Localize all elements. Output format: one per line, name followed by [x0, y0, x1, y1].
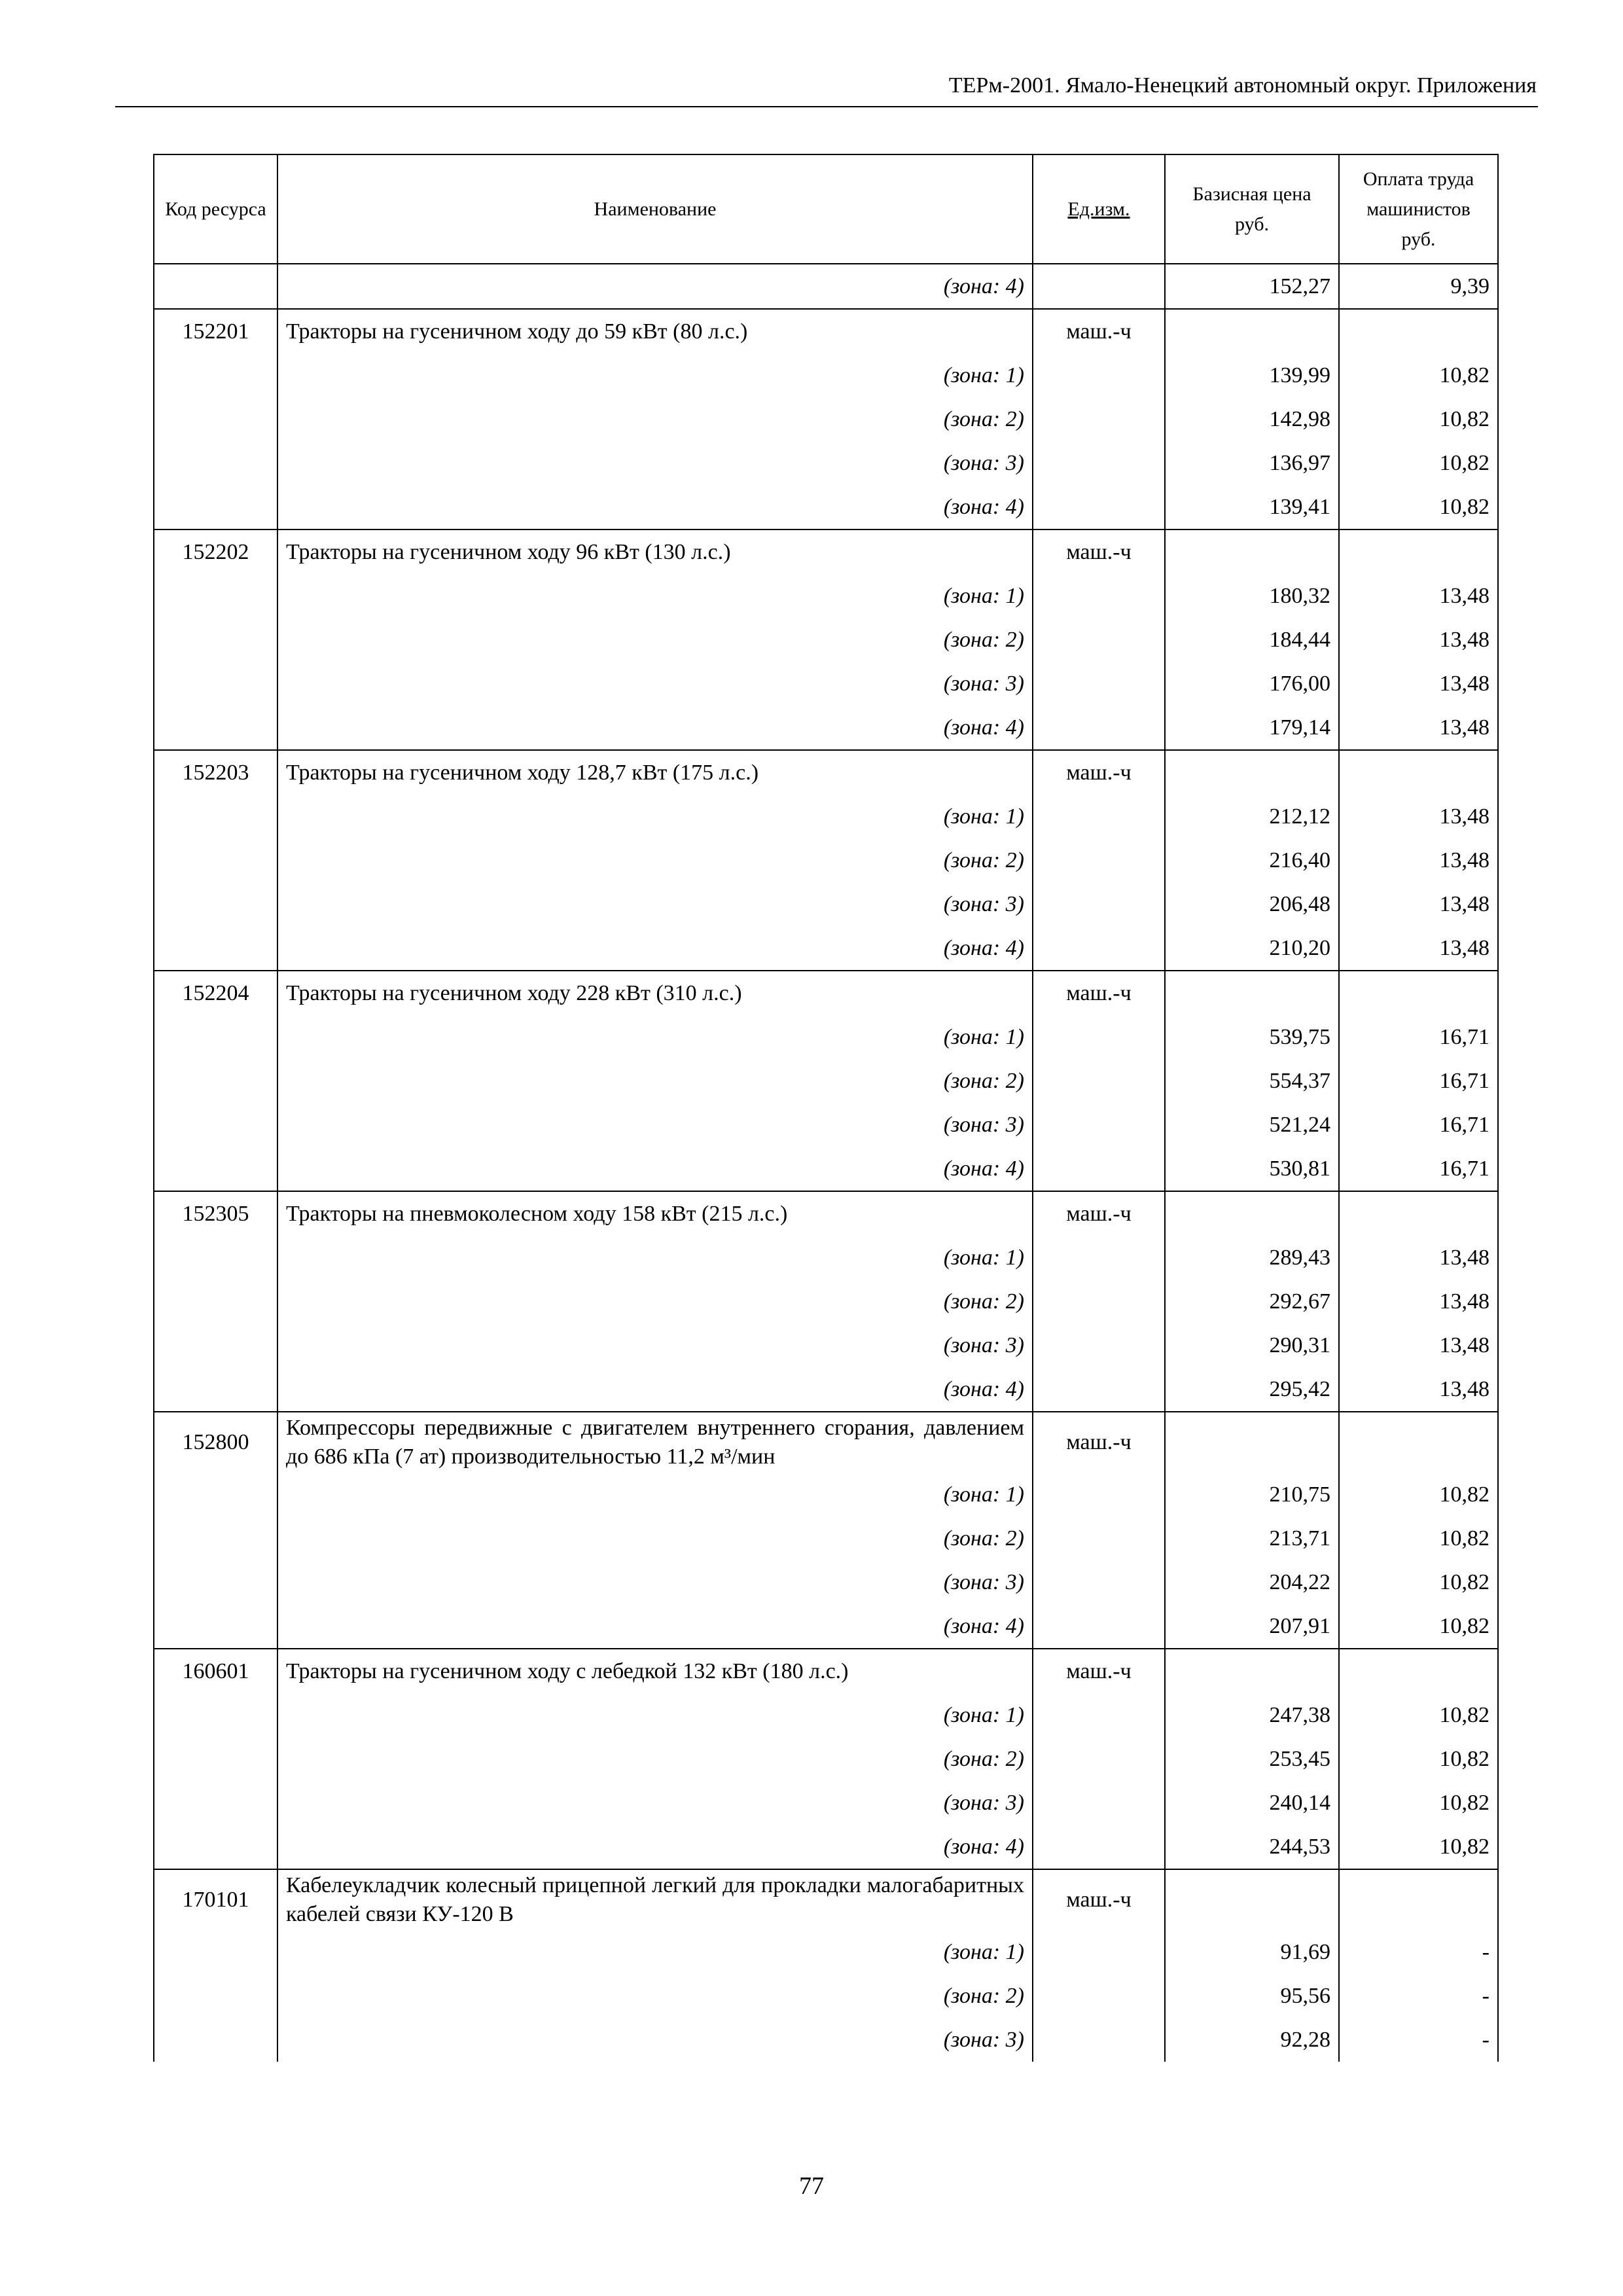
- zone-price: 247,38: [1165, 1693, 1339, 1737]
- resource-name: Тракторы на гусеничном ходу 96 кВт (130 л.с.): [277, 529, 1033, 574]
- zone-label: (зона: 1): [277, 795, 1033, 838]
- running-head-text: ТЕРм-2001. Ямало-Ненецкий автономный округ. Приложения: [948, 73, 1537, 98]
- resource-pay-empty: [1339, 1191, 1498, 1236]
- zone-pay: 9,39: [1339, 264, 1498, 309]
- zone-label: (зона: 3): [277, 882, 1033, 926]
- zone-price: 142,98: [1165, 397, 1339, 441]
- zone-row: [154, 1604, 1498, 1649]
- zone-row: [154, 1974, 1498, 2018]
- resource-row: [154, 309, 1498, 353]
- zone-label: (зона: 2): [277, 1737, 1033, 1781]
- zone-label: (зона: 4): [277, 926, 1033, 971]
- resource-price-empty: [1165, 1191, 1339, 1236]
- resource-unit: маш.-ч: [1033, 529, 1165, 574]
- zone-row: [154, 1015, 1498, 1059]
- zone-label: (зона: 1): [277, 1236, 1033, 1280]
- zone-pay: 16,71: [1339, 1059, 1498, 1103]
- zone-price: 539,75: [1165, 1015, 1339, 1059]
- zone-pay: 13,48: [1339, 1367, 1498, 1412]
- resource-name: Компрессоры передвижные с двигателем внутреннего сгорания, давлением до 686 кПа (7 ат) производительностью 11,2 м³/мин: [277, 1412, 1033, 1473]
- zone-price: 554,37: [1165, 1059, 1339, 1103]
- zone-pay: 13,48: [1339, 574, 1498, 618]
- resource-name: Тракторы на пневмоколесном ходу 158 кВт (215 л.с.): [277, 1191, 1033, 1236]
- zone-price: 295,42: [1165, 1367, 1339, 1412]
- resource-price-empty: [1165, 971, 1339, 1015]
- resource-price-empty: [1165, 529, 1339, 574]
- zone-label: (зона: 4): [277, 706, 1033, 750]
- resource-unit: маш.-ч: [1033, 750, 1165, 795]
- zone-price: 212,12: [1165, 795, 1339, 838]
- zone-price: 152,27: [1165, 264, 1339, 309]
- resource-name: Кабелеукладчик колесный прицепной легкий для прокладки малогабаритных кабелей связи КУ-120 В: [277, 1869, 1033, 1930]
- zone-label: (зона: 1): [277, 574, 1033, 618]
- zone-pay: 13,48: [1339, 1236, 1498, 1280]
- zone-price: 95,56: [1165, 1974, 1339, 2018]
- zone-row: [154, 1103, 1498, 1147]
- continuation-row: [154, 264, 1498, 309]
- zone-pay: 10,82: [1339, 441, 1498, 485]
- zone-price: 216,40: [1165, 838, 1339, 882]
- table-header: [154, 154, 1498, 264]
- zone-price: 521,24: [1165, 1103, 1339, 1147]
- resource-unit: маш.-ч: [1033, 971, 1165, 1015]
- zone-row: [154, 1473, 1498, 1516]
- zone-price: 210,75: [1165, 1473, 1339, 1516]
- zone-label: (зона: 2): [277, 1059, 1033, 1103]
- zone-price: 139,41: [1165, 485, 1339, 529]
- resource-unit: маш.-ч: [1033, 1412, 1165, 1473]
- zone-price: 91,69: [1165, 1930, 1339, 1974]
- zone-label: (зона: 1): [277, 1693, 1033, 1737]
- zone-price: 180,32: [1165, 574, 1339, 618]
- resource-price-table: [153, 154, 1499, 2062]
- zone-label: (зона: 3): [277, 1560, 1033, 1604]
- resource-unit: маш.-ч: [1033, 309, 1165, 353]
- zone-pay: 10,82: [1339, 1516, 1498, 1560]
- zone-pay: -: [1339, 1930, 1498, 1974]
- zone-row: [154, 1367, 1498, 1412]
- zone-row: [154, 1693, 1498, 1737]
- zone-price: 240,14: [1165, 1781, 1339, 1825]
- zone-price: 289,43: [1165, 1236, 1339, 1280]
- zone-label: (зона: 3): [277, 1103, 1033, 1147]
- zone-row: [154, 1930, 1498, 1974]
- zone-pay: 16,71: [1339, 1103, 1498, 1147]
- resource-row: [154, 1412, 1498, 1473]
- resource-row: [154, 750, 1498, 795]
- running-head: [115, 73, 1538, 107]
- zone-pay: 16,71: [1339, 1015, 1498, 1059]
- table-body: [154, 264, 1498, 2062]
- resource-code: 152305: [154, 1191, 277, 1236]
- zone-label: (зона: 1): [277, 1015, 1033, 1059]
- zone-row: [154, 618, 1498, 662]
- zone-row: [154, 1059, 1498, 1103]
- zone-pay: 13,48: [1339, 618, 1498, 662]
- zone-pay: 10,82: [1339, 1604, 1498, 1649]
- zone-label: (зона: 4): [277, 1604, 1033, 1649]
- zone-row: [154, 574, 1498, 618]
- zone-pay: 13,48: [1339, 795, 1498, 838]
- resource-price-empty: [1165, 750, 1339, 795]
- resource-row: [154, 529, 1498, 574]
- zone-label: (зона: 1): [277, 353, 1033, 397]
- resource-code: 152800: [154, 1412, 277, 1473]
- zone-label: (зона: 4): [277, 1825, 1033, 1869]
- resource-name: Тракторы на гусеничном ходу с лебедкой 132 кВт (180 л.с.): [277, 1649, 1033, 1693]
- zone-price: 244,53: [1165, 1825, 1339, 1869]
- zone-pay: 13,48: [1339, 662, 1498, 706]
- zone-price: 210,20: [1165, 926, 1339, 971]
- zone-price: 179,14: [1165, 706, 1339, 750]
- zone-price: 213,71: [1165, 1516, 1339, 1560]
- zone-price: 184,44: [1165, 618, 1339, 662]
- resource-pay-empty: [1339, 750, 1498, 795]
- zone-pay: 10,82: [1339, 1825, 1498, 1869]
- zone-row: [154, 1825, 1498, 1869]
- resource-pay-empty: [1339, 1869, 1498, 1930]
- zone-row: [154, 795, 1498, 838]
- zone-row: [154, 1516, 1498, 1560]
- zone-pay: 10,82: [1339, 485, 1498, 529]
- zone-row: [154, 397, 1498, 441]
- zone-pay: -: [1339, 1974, 1498, 2018]
- header-unit: Ед.изм.: [1033, 154, 1165, 264]
- resource-row: [154, 971, 1498, 1015]
- resource-pay-empty: [1339, 1412, 1498, 1473]
- zone-price: 92,28: [1165, 2018, 1339, 2062]
- zone-pay: 13,48: [1339, 1323, 1498, 1367]
- resource-pay-empty: [1339, 529, 1498, 574]
- zone-pay: 10,82: [1339, 1473, 1498, 1516]
- header-pay: Оплата труда машинистов руб.: [1339, 154, 1498, 264]
- zone-row: [154, 882, 1498, 926]
- zone-price: 204,22: [1165, 1560, 1339, 1604]
- zone-label: (зона: 3): [277, 2018, 1033, 2062]
- header-price: Базисная цена руб.: [1165, 154, 1339, 264]
- resource-price-empty: [1165, 1649, 1339, 1693]
- zone-label: (зона: 2): [277, 1280, 1033, 1323]
- zone-row: [154, 838, 1498, 882]
- zone-label: (зона: 2): [277, 838, 1033, 882]
- zone-price: 253,45: [1165, 1737, 1339, 1781]
- zone-row: [154, 1236, 1498, 1280]
- resource-name: Тракторы на гусеничном ходу 228 кВт (310 л.с.): [277, 971, 1033, 1015]
- zone-pay: 10,82: [1339, 1560, 1498, 1604]
- zone-pay: 10,82: [1339, 397, 1498, 441]
- zone-pay: 10,82: [1339, 1781, 1498, 1825]
- zone-pay: 13,48: [1339, 838, 1498, 882]
- zone-row: [154, 662, 1498, 706]
- zone-pay: 13,48: [1339, 706, 1498, 750]
- zone-label: (зона: 3): [277, 441, 1033, 485]
- resource-code: 170101: [154, 1869, 277, 1930]
- resource-name: Тракторы на гусеничном ходу до 59 кВт (80 л.с.): [277, 309, 1033, 353]
- zone-label: (зона: 2): [277, 618, 1033, 662]
- zone-price: 290,31: [1165, 1323, 1339, 1367]
- resource-pay-empty: [1339, 971, 1498, 1015]
- zone-price: 176,00: [1165, 662, 1339, 706]
- zone-label: (зона: 2): [277, 1974, 1033, 2018]
- zone-row: [154, 1280, 1498, 1323]
- resource-pay-empty: [1339, 1649, 1498, 1693]
- zone-row: [154, 2018, 1498, 2062]
- zone-pay: 16,71: [1339, 1147, 1498, 1191]
- zone-pay: 10,82: [1339, 1693, 1498, 1737]
- resource-price-empty: [1165, 1412, 1339, 1473]
- zone-label: (зона: 4): [277, 1147, 1033, 1191]
- zone-row: [154, 1323, 1498, 1367]
- zone-row: [154, 706, 1498, 750]
- zone-label: (зона: 2): [277, 1516, 1033, 1560]
- resource-price-empty: [1165, 309, 1339, 353]
- page-number: 77: [799, 2172, 824, 2200]
- resource-code: 152202: [154, 529, 277, 574]
- zone-pay: 13,48: [1339, 882, 1498, 926]
- resource-row: [154, 1649, 1498, 1693]
- zone-label: (зона: 1): [277, 1930, 1033, 1974]
- zone-row: [154, 926, 1498, 971]
- resource-name: Тракторы на гусеничном ходу 128,7 кВт (175 л.с.): [277, 750, 1033, 795]
- zone-label: (зона: 4): [277, 1367, 1033, 1412]
- zone-label: (зона: 3): [277, 662, 1033, 706]
- zone-price: 292,67: [1165, 1280, 1339, 1323]
- resource-code: 152201: [154, 309, 277, 353]
- header-name: Наименование: [277, 154, 1033, 264]
- zone-pay: 10,82: [1339, 353, 1498, 397]
- zone-price: 206,48: [1165, 882, 1339, 926]
- zone-row: [154, 485, 1498, 529]
- zone-pay: 10,82: [1339, 1737, 1498, 1781]
- resource-unit: маш.-ч: [1033, 1191, 1165, 1236]
- zone-label: (зона: 4): [277, 485, 1033, 529]
- zone-pay: 13,48: [1339, 926, 1498, 971]
- zone-label: (зона: 1): [277, 1473, 1033, 1516]
- resource-row: [154, 1191, 1498, 1236]
- zone-row: [154, 1560, 1498, 1604]
- zone-price: 136,97: [1165, 441, 1339, 485]
- resource-unit: маш.-ч: [1033, 1869, 1165, 1930]
- zone-row: [154, 353, 1498, 397]
- zone-row: [154, 1737, 1498, 1781]
- zone-label: (зона: 2): [277, 397, 1033, 441]
- resource-code: 152203: [154, 750, 277, 795]
- zone-price: 207,91: [1165, 1604, 1339, 1649]
- resource-code: 160601: [154, 1649, 277, 1693]
- zone-row: [154, 1781, 1498, 1825]
- zone-pay: 13,48: [1339, 1280, 1498, 1323]
- resource-price-empty: [1165, 1869, 1339, 1930]
- zone-pay: -: [1339, 2018, 1498, 2062]
- zone-price: 530,81: [1165, 1147, 1339, 1191]
- zone-label: (зона: 3): [277, 1781, 1033, 1825]
- zone-label: (зона: 4): [277, 264, 1033, 309]
- zone-label: (зона: 3): [277, 1323, 1033, 1367]
- header-code: Код ресурса: [154, 154, 277, 264]
- zone-row: [154, 441, 1498, 485]
- resource-row: [154, 1869, 1498, 1930]
- zone-row: [154, 1147, 1498, 1191]
- resource-code: 152204: [154, 971, 277, 1015]
- resource-unit: маш.-ч: [1033, 1649, 1165, 1693]
- resource-pay-empty: [1339, 309, 1498, 353]
- zone-price: 139,99: [1165, 353, 1339, 397]
